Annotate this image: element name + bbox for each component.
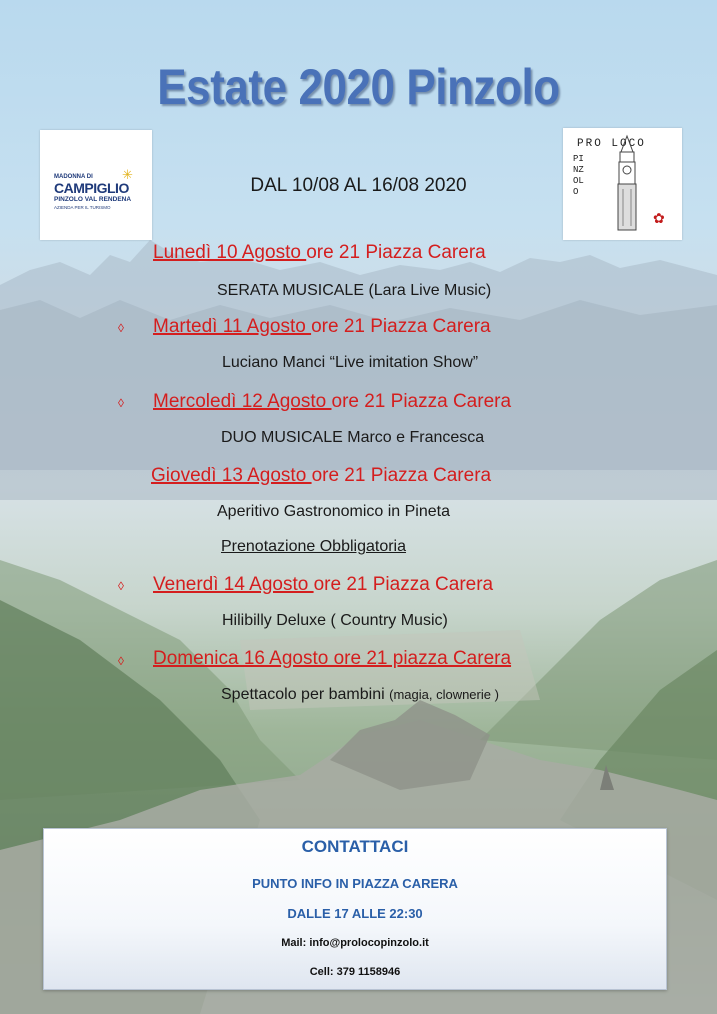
event-4-description: Aperitivo Gastronomico in Pineta [217, 503, 450, 520]
event-6-description [221, 686, 499, 704]
contact-box [43, 828, 667, 990]
event-1-description: SERATA MUSICALE (Lara Live Music) [217, 282, 492, 299]
event-3-date: Mercoledì 12 Agosto [153, 391, 332, 412]
campiglio-logo-line3: PINZOLO VAL RENDENA [54, 196, 132, 203]
contact-hours: DALLE 17 ALLE 22:30 [287, 906, 423, 921]
event-3-time-place: ore 21 Piazza Carera [331, 391, 512, 412]
event-3-heading [153, 391, 511, 413]
sun-icon: ✳ [122, 167, 133, 182]
event-5-description: Hilibilly Deluxe ( Country Music) [222, 612, 448, 629]
event-3-bullet: ◊ [118, 396, 124, 410]
event-2-date: Martedì 11 Agosto [153, 316, 312, 337]
event-2-bullet: ◊ [118, 321, 124, 335]
event-6-bullet: ◊ [118, 654, 124, 668]
event-5-date: Venerdì 14 Agosto [153, 574, 314, 595]
event-6-heading [153, 648, 511, 670]
event-5-bullet: ◊ [118, 579, 124, 593]
contact-title: CONTATTACI [301, 837, 409, 856]
campiglio-logo-line1: MADONNA DI [54, 174, 93, 180]
event-4-date: Giovedì 13 Agosto [151, 465, 312, 486]
event-1-heading [153, 242, 486, 264]
date-range: DAL 10/08 AL 16/08 2020 [250, 175, 467, 196]
event-2-time-place: ore 21 Piazza Carera [311, 316, 491, 337]
contact-cell: Cell: 379 1158946 [309, 966, 401, 978]
page-title: Estate 2020 Pinzolo [157, 59, 560, 115]
pro-loco-text: PRO LOCO [577, 138, 646, 150]
event-2-description: Luciano Manci “Live imitation Show” [222, 354, 479, 371]
flower-icon: ✿ [653, 210, 665, 226]
campiglio-logo-line2: CAMPIGLIO [54, 180, 129, 196]
campiglio-logo-line4: AZIENDA PER IL TURISMO [54, 205, 111, 210]
event-6-description-main: Spettacolo per bambini [221, 686, 390, 703]
event-4-time-place: ore 21 Piazza Carera [311, 465, 492, 486]
event-1-date: Lunedì 10 Agosto [153, 242, 307, 263]
contact-mail: Mail: info@prolocopinzolo.it [281, 937, 429, 949]
event-3-description: DUO MUSICALE Marco e Francesca [221, 429, 485, 446]
event-6-description-detail: (magia, clownerie ) [389, 687, 499, 702]
event-1-time-place: ore 21 Piazza Carera [306, 242, 486, 263]
pinzolo-vertical-text: PINZOLO [573, 154, 584, 197]
event-5-time-place: ore 21 Piazza Carera [313, 574, 494, 595]
event-4-booking-note: Prenotazione Obbligatoria [221, 538, 407, 555]
contact-info-point: PUNTO INFO IN PIAZZA CARERA [252, 876, 458, 891]
event-2-heading [153, 316, 491, 338]
event-6-date-time-place: Domenica 16 Agosto ore 21 piazza Carera [153, 648, 512, 669]
event-4-heading [151, 465, 491, 487]
event-5-heading [153, 574, 493, 596]
